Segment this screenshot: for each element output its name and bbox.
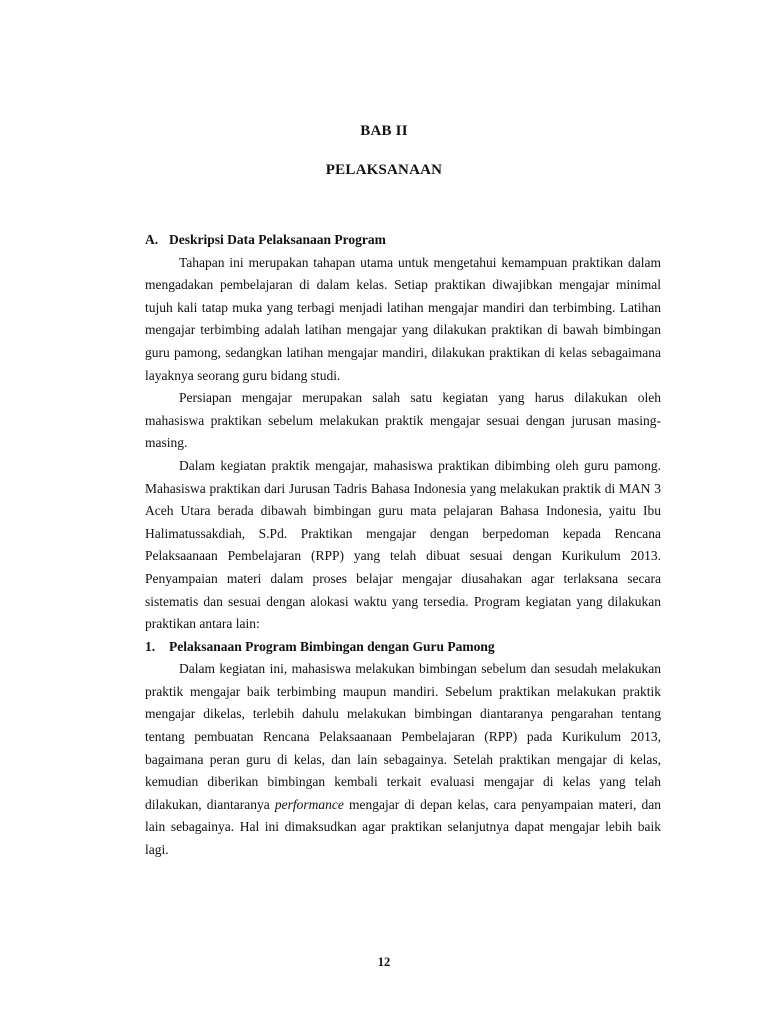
paragraph-4-text-a: Dalam kegiatan ini, mahasiswa melakukan bimbingan sebelum dan sesudah melakukan praktik mengajar baik terbimbing maupun mandiri. Sebelum praktikan melakukan praktik mengajar dikelas, terlebih dahulu melakukan bimbingan diantaranya pengarahan tentang tentang pembuatan Rencana Pelaksaanaan Pembelajaran (RPP) pada Kurikulum 2013, bagaimana peran guru di kelas, dan lain sebagainya. Setelah praktikan mengajar di kelas, kemudian diberikan bimbingan kembali terkait evaluasi mengajar di kelas yang telah dilakukan, diantaranya xyxy=(145,661,661,812)
paragraph-4-text-b: mengajar di depan kelas, cara penyampaian materi, dan lain sebagainya. Hal ini dimaksudkan agar praktikan selanjutnya dapat mengajar lebih baik lagi. xyxy=(145,796,661,858)
chapter-number: BAB II xyxy=(360,123,408,139)
section-title: Deskripsi Data Pelaksanaan Program xyxy=(169,232,386,247)
italic-term: performance xyxy=(274,796,344,812)
body-text xyxy=(145,229,661,862)
section-marker: A. xyxy=(145,232,159,247)
paragraph-2: Persiapan mengajar merupakan salah satu kegiatan yang harus dilakukan oleh mahasiswa praktikan sebelum melakukan praktik mengajar sesuai dengan jurusan masing-masing. xyxy=(145,390,661,451)
paragraph-1: Tahapan ini merupakan tahapan utama untuk mengetahui kemampuan praktikan dalam mengadakan pembelajaran di dalam kelas. Setiap praktikan diwajibkan mengajar minimal tujuh kali tatap muka yang terbagi menjadi latihan mengajar mandiri dan terbimbing. Latihan mengajar terbimbing adalah latihan mengajar yang dilakukan praktikan di bawah bimbingan guru pamong, sedangkan latihan mengajar mandiri, dilakukan praktikan di kelas sebagaimana layaknya seorang guru bidang studi. xyxy=(145,254,661,383)
subsection-title: Pelaksanaan Program Bimbingan dengan Guru Pamong xyxy=(169,638,495,654)
paragraph-4 xyxy=(145,658,661,861)
section-heading-a xyxy=(145,229,661,252)
subsection-heading-1 xyxy=(145,636,661,659)
subsection-marker: 1. xyxy=(145,638,156,654)
page-number: 12 xyxy=(377,955,391,969)
paragraph-3: Dalam kegiatan praktik mengajar, mahasiswa praktikan dibimbing oleh guru pamong. Mahasiswa praktikan dari Jurusan Tadris Bahasa Indonesia yang melakukan praktik di MAN 3 Aceh Utara berada dibawah bimbingan guru mata pelajaran Bahasa Indonesia, yaitu Ibu Halimatussakdiah, S.Pd. Praktikan mengajar dengan berpedoman kepada Rencana Pelaksaanaan Pembelajaran (RPP) yang telah dibuat sesuai dengan Kurikulum 2013. Penyampaian materi dalam proses belajar mengajar diusahakan agar terlaksana secara sistematis dan sesuai dengan alokasi waktu yang tersedia. Program kegiatan yang dilakukan praktikan antara lain: xyxy=(145,457,661,632)
chapter-title: PELAKSANAAN xyxy=(325,162,443,178)
